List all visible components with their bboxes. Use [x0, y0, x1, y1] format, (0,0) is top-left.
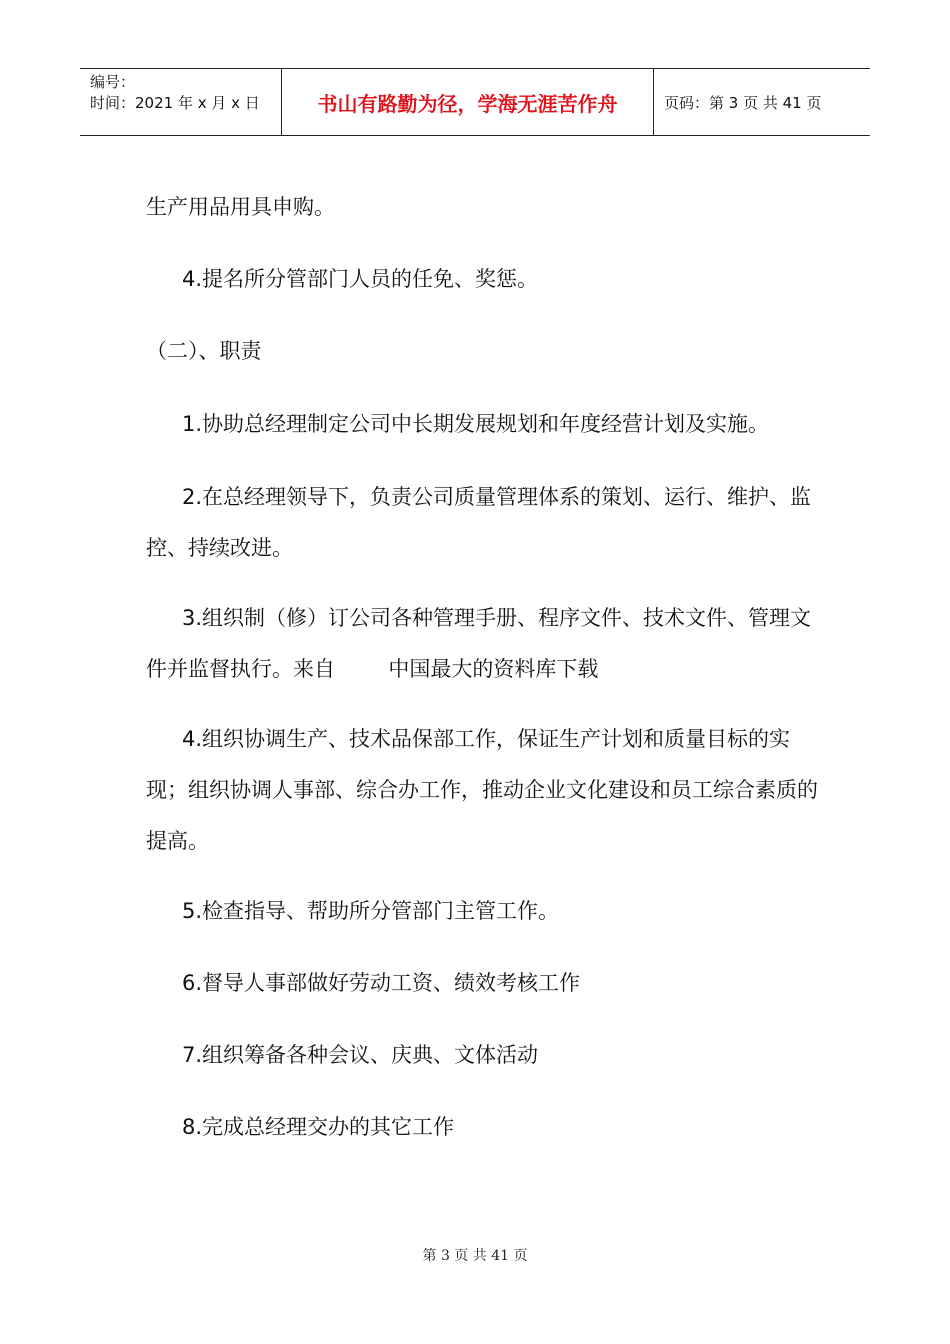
paragraph-duty-7: 7.组织筹备各种会议、庆典、文体活动 [182, 1043, 539, 1067]
section-heading-duties: （二）、职责 [146, 339, 262, 363]
paragraph-duty-8: 8.完成总经理交办的其它工作 [182, 1115, 455, 1139]
paragraph-duty-4: 4.组织协调生产、技术品保部工作，保证生产计划和质量目标的实现；组织协调人事部、综合办工作，推动企业文化建设和员工综合素质的提高。 [146, 727, 818, 853]
paragraph-authority-4: 4.提名所分管部门人员的任免、奖惩。 [182, 267, 539, 291]
header-page-info: 页码：第 3 页 共 41 页 [664, 93, 822, 112]
header-meta-cell [80, 69, 281, 135]
document-time-label: 时间：2021 年 x 月 x 日 [90, 94, 260, 112]
paragraph-duty-1: 1.协助总经理制定公司中长期发展规划和年度经营计划及实施。 [182, 412, 770, 436]
paragraph-procurement: 生产用品用具申购。 [146, 195, 335, 219]
paragraph-duty-6: 6.督导人事部做好劳动工资、绩效考核工作 [182, 971, 581, 995]
header-motto: 书山有路勤为径，学海无涯苦作舟 [281, 69, 654, 135]
document-number-label: 编号： [90, 73, 136, 91]
paragraph-duty-3: 3.组织制（修）订公司各种管理手册、程序文件、技术文件、管理文件并监督执行。来自 中国最大的资料库下载 [146, 606, 812, 681]
paragraph-duty-2: 2.在总经理领导下，负责公司质量管理体系的策划、运行、维护、监控、持续改进。 [146, 485, 812, 560]
page-footer: 第 3 页 共 41 页 [422, 1248, 528, 1264]
paragraph-duty-5: 5.检查指导、帮助所分管部门主管工作。 [182, 899, 560, 923]
page-header [80, 68, 870, 136]
